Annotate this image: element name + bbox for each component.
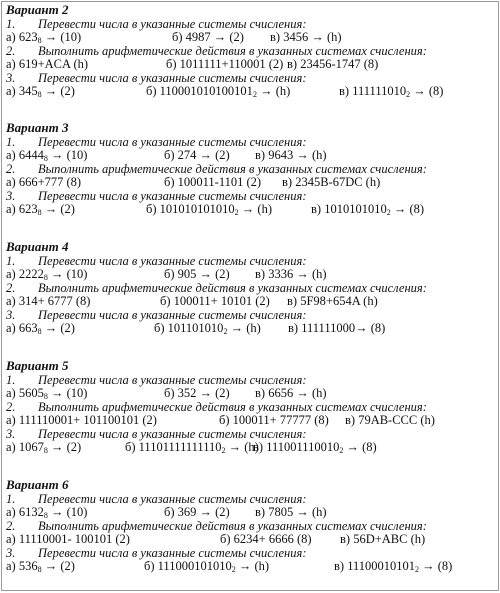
item-expression: в) 56D+ABC (h): [340, 532, 426, 547]
task-items-row: [6, 268, 494, 281]
item-target: → (2): [41, 558, 75, 573]
worksheet-page: [1, 1, 499, 591]
task-instruction: [6, 255, 494, 268]
item-expression: б) 110001010100101: [146, 83, 253, 98]
base-subscript: 2: [406, 89, 411, 99]
task-item: [6, 560, 75, 573]
item-expression: б) 111000101010: [144, 558, 232, 573]
task-item: [146, 85, 290, 98]
item-target: → (2): [47, 439, 82, 454]
item-expression: в) 111111000→ (8): [288, 320, 386, 335]
task-number: 3.: [6, 307, 16, 322]
task-text: Выполнить арифметические действия в указанных системах счисления:: [38, 161, 427, 176]
item-target: → (h): [235, 558, 270, 573]
task-item: [6, 31, 81, 44]
item-target: → (h): [256, 83, 291, 98]
task-items-row: [6, 149, 494, 162]
base-subscript: 8: [43, 154, 48, 164]
task-instruction: [6, 374, 494, 387]
task-items-row: [6, 414, 494, 427]
item-expression: б) 101101010: [154, 320, 224, 335]
task-number: 1.: [6, 254, 16, 268]
task-number: 3.: [6, 70, 16, 85]
task-item: [345, 414, 435, 427]
task-item: [154, 322, 261, 335]
task-item: [6, 387, 87, 400]
task-item: [255, 387, 327, 400]
task-text: Перевести числа в указанные системы счисления:: [38, 426, 307, 441]
base-subscript: 2: [221, 445, 226, 455]
base-subscript: 2: [386, 207, 391, 217]
task-item: [6, 322, 75, 335]
item-target: → (8): [419, 558, 453, 573]
item-expression: а) 2222: [6, 267, 44, 282]
task-item: [255, 149, 327, 162]
task-number: 2.: [6, 280, 16, 295]
variant-title: Вариант 3: [6, 120, 69, 135]
base-subscript: 8: [37, 36, 42, 46]
task-item: [6, 295, 90, 308]
item-expression: а) 666+777 (8): [6, 175, 82, 190]
item-target: → (10): [47, 148, 88, 163]
task-items-row: [6, 533, 494, 546]
task-number: 2.: [6, 161, 16, 176]
item-expression: а) 345: [6, 83, 38, 98]
item-expression: б) 369 → (2): [164, 505, 230, 520]
item-target: → (10): [47, 386, 88, 401]
variant-block: [6, 121, 494, 216]
task-item: [164, 387, 230, 400]
item-target: → (10): [47, 267, 88, 282]
item-expression: б) 1011111+110001 (2): [166, 57, 284, 72]
base-subscript: 2: [339, 445, 344, 455]
item-expression: в) 1010101010: [311, 201, 387, 216]
task-number: 3.: [6, 426, 16, 441]
item-expression: в) 79AB-CCC (h): [345, 413, 435, 428]
item-expression: а) 314+ 6777 (8): [6, 294, 91, 309]
task-text: Перевести числа в указанные системы счисления:: [38, 254, 307, 268]
task-items-row: [6, 322, 494, 335]
task-text: Перевести числа в указанные системы счисления:: [38, 373, 307, 387]
item-expression: б) 101010101010: [146, 201, 235, 216]
task-items-row: [6, 441, 494, 454]
variant-block: [6, 3, 494, 98]
item-expression: б) 274 → (2): [164, 148, 230, 163]
task-number: 3.: [6, 188, 16, 203]
task-items-row: [6, 295, 494, 308]
task-item: [6, 58, 88, 71]
item-expression: в) 111111010: [339, 83, 407, 98]
task-item: [6, 533, 130, 546]
item-expression: в) 111001110010: [253, 439, 340, 454]
task-item: [6, 203, 75, 216]
task-text: Перевести числа в указанные системы счисления:: [38, 307, 307, 322]
task-item: [287, 295, 378, 308]
item-expression: а) 111110001+ 101100101 (2): [6, 413, 157, 428]
task-items-row: [6, 85, 494, 98]
task-item: [311, 203, 424, 216]
item-target: → (8): [343, 439, 377, 454]
task-number: 1.: [6, 373, 16, 387]
task-items-row: [6, 387, 494, 400]
item-expression: б) 100011+ 10101 (2): [160, 294, 270, 309]
task-item: [287, 58, 378, 71]
task-instruction: [6, 309, 494, 322]
task-item: [125, 441, 259, 454]
task-text: Перевести числа в указанные системы счисления:: [38, 492, 307, 506]
variant-block: [6, 359, 494, 454]
item-target: → (8): [390, 201, 425, 216]
task-text: Выполнить арифметические действия в указанных системах счисления:: [38, 518, 427, 533]
task-item: [253, 441, 377, 454]
task-instruction: [6, 282, 494, 295]
base-subscript: 8: [37, 89, 42, 99]
task-item: [6, 506, 87, 519]
item-target: → (2): [41, 201, 75, 216]
task-number: 1.: [6, 135, 16, 149]
task-items-row: [6, 203, 494, 216]
item-expression: в) 3336 → (h): [255, 267, 327, 282]
item-expression: а) 619+ACA (h): [6, 57, 89, 72]
task-instruction: [6, 520, 494, 533]
task-text: Перевести числа в указанные системы счисления:: [38, 17, 307, 31]
task-instruction: [6, 428, 494, 441]
item-expression: а) 536: [6, 558, 38, 573]
task-text: Перевести числа в указанные системы счисления:: [38, 70, 307, 85]
item-expression: в) 6656 → (h): [255, 386, 327, 401]
item-expression: б) 100011+ 77777 (8): [219, 413, 329, 428]
item-target: → (10): [47, 505, 88, 520]
base-subscript: 8: [43, 511, 48, 521]
variant-title: Вариант 4: [6, 239, 69, 254]
task-item: [334, 560, 452, 573]
task-instruction: [6, 493, 494, 506]
base-subscript: 8: [43, 445, 48, 455]
task-item: [255, 268, 327, 281]
item-expression: а) 1067: [6, 439, 44, 454]
task-item: [144, 560, 269, 573]
item-expression: а) 6132: [6, 505, 44, 520]
base-subscript: 8: [37, 564, 42, 574]
task-item: [6, 149, 87, 162]
base-subscript: 8: [37, 326, 42, 336]
item-target: → (h): [227, 320, 261, 335]
task-number: 2.: [6, 43, 16, 58]
task-number: 2.: [6, 518, 16, 533]
variant-title: Вариант 5: [6, 358, 69, 373]
item-expression: б) 352 → (2): [164, 386, 230, 401]
task-item: [340, 533, 425, 546]
item-expression: б) 6234+ 6666 (8): [220, 532, 312, 547]
item-expression: а) 6444: [6, 148, 44, 163]
task-number: 1.: [6, 17, 16, 31]
item-target: → (2): [41, 320, 75, 335]
task-items-row: [6, 176, 494, 189]
item-expression: б) 905 → (2): [164, 267, 230, 282]
task-item: [166, 58, 283, 71]
base-subscript: 8: [43, 392, 48, 402]
task-items-row: [6, 506, 494, 519]
item-expression: б) 100011-1101 (2): [164, 175, 262, 190]
task-item: [164, 176, 261, 189]
task-instruction: [6, 547, 494, 560]
task-item: [164, 149, 230, 162]
variant-title: Вариант 6: [6, 477, 69, 492]
task-instruction: [6, 163, 494, 176]
base-subscript: 2: [234, 207, 239, 217]
task-instruction: [6, 190, 494, 203]
item-target: → (h): [238, 201, 272, 216]
task-item: [219, 414, 329, 427]
task-item: [164, 506, 230, 519]
task-text: Выполнить арифметические действия в указанных системах счисления:: [38, 280, 427, 295]
item-expression: в) 5F98+654A (h): [287, 294, 378, 309]
task-item: [6, 414, 157, 427]
task-text: Перевести числа в указанные системы счисления:: [38, 188, 307, 203]
task-instruction: [6, 401, 494, 414]
base-subscript: 8: [43, 273, 48, 283]
task-number: 3.: [6, 545, 16, 560]
task-item: [6, 176, 81, 189]
task-text: Перевести числа в указанные системы счисления:: [38, 545, 307, 560]
task-text: Перевести числа в указанные системы счисления:: [38, 135, 307, 149]
item-expression: а) 5605: [6, 386, 44, 401]
base-subscript: 2: [223, 326, 228, 336]
item-expression: а) 663: [6, 320, 38, 335]
base-subscript: 2: [231, 564, 236, 574]
task-text: Выполнить арифметические действия в указанных системах счисления:: [38, 43, 427, 58]
task-item: [146, 203, 272, 216]
item-expression: б) 4987 → (2): [172, 30, 244, 45]
variant-block: [6, 240, 494, 335]
task-instruction: [6, 72, 494, 85]
task-text: Выполнить арифметические действия в указанных системах счисления:: [38, 399, 427, 414]
item-expression: в) 11100010101: [334, 558, 416, 573]
item-expression: б) 11101111111110: [125, 439, 222, 454]
item-expression: в) 7805 → (h): [255, 505, 327, 520]
item-target: → (8): [410, 83, 444, 98]
item-expression: а) 623: [6, 30, 38, 45]
task-item: [339, 85, 443, 98]
item-expression: в) 9643 → (h): [255, 148, 327, 163]
item-target: → (h): [225, 439, 259, 454]
task-item: [220, 533, 312, 546]
task-item: [270, 31, 342, 44]
task-items-row: [6, 58, 494, 71]
variant-block: [6, 478, 494, 573]
base-subscript: 2: [415, 564, 420, 574]
item-expression: в) 3456 → (h): [270, 30, 342, 45]
task-item: [6, 268, 87, 281]
task-item: [6, 85, 75, 98]
task-number: 1.: [6, 492, 16, 506]
item-target: → (10): [41, 30, 82, 45]
task-items-row: [6, 560, 494, 573]
item-target: → (2): [41, 83, 75, 98]
task-item: [164, 268, 230, 281]
task-item: [255, 506, 327, 519]
task-instruction: [6, 45, 494, 58]
task-number: 2.: [6, 399, 16, 414]
task-item: [288, 322, 385, 335]
item-expression: в) 2345B-67DC (h): [282, 175, 381, 190]
item-expression: в) 23456-1747 (8): [287, 57, 379, 72]
base-subscript: 8: [37, 207, 42, 217]
base-subscript: 2: [252, 89, 257, 99]
task-instruction: [6, 136, 494, 149]
task-item: [172, 31, 244, 44]
task-item: [282, 176, 380, 189]
item-expression: а) 11110001- 100101 (2): [6, 532, 130, 547]
variant-title: Вариант 2: [6, 2, 69, 17]
item-expression: а) 623: [6, 201, 38, 216]
task-items-row: [6, 31, 494, 44]
task-item: [6, 441, 81, 454]
task-instruction: [6, 18, 494, 31]
task-item: [160, 295, 270, 308]
